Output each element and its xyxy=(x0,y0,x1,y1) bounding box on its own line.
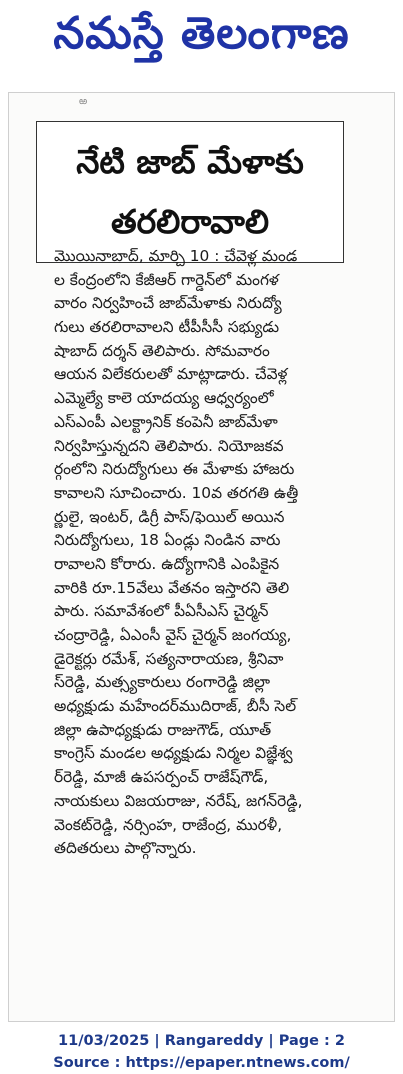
body-line: అధ్యక్షుడు మహేందర్‌ముదిరాజ్, బీసీ సెల్ xyxy=(54,697,297,716)
newspaper-masthead: నమస్తే తెలంగాణ xyxy=(53,8,350,59)
article-body xyxy=(54,245,388,861)
body-line: ఎమ్మెల్యే కాలె యాదయ్య ఆధ్వర్యంలో xyxy=(54,389,274,408)
body-line: తదితరులు పాల్గొన్నారు. xyxy=(54,839,197,858)
body-line: ఎస్ఎంపీ ఎలక్ట్రానిక్ కంపెనీ జాబ్‌మేళా xyxy=(54,412,278,431)
headline-box xyxy=(36,121,344,263)
body-line: రావాలని కోరారు. ఉద్యోగానికి ఎంపికైన xyxy=(54,554,280,573)
body-line: మొయినాబాద్, మార్చి 10 : చేవెళ్ల మండ xyxy=(54,247,298,265)
page-footer xyxy=(0,1030,403,1074)
body-line: వారికి రూ.15వేలు వేతనం ఇస్తారని తెలి xyxy=(54,578,290,597)
body-line: నిర్వహిస్తున్నదని తెలిపారు. నియోజకవ xyxy=(54,436,284,455)
clipping-top-fragment: ఱ xyxy=(79,96,88,107)
body-line: కావాలని సూచించారు. 10వ తరగతి ఉత్తీ xyxy=(54,483,299,502)
body-line: గులు తరలిరావాలని టీపీసీసీ సభ్యుడు xyxy=(54,318,280,337)
body-line: ర్‌రెడ్డి, మాజీ ఉపసర్పంచ్ రాజేష్‌గౌడ్, xyxy=(54,768,269,787)
body-line: ల కేంద్రంలోని కేజీఆర్ గార్డెన్‌లో మంగళ xyxy=(54,270,279,289)
body-line: కాంగ్రెస్ మండల అధ్యక్షుడు నిర్మల విజ్ఞేశ్వ xyxy=(54,744,293,763)
body-line: వెంకట్‌రెడ్డి, నర్సింహ, రాజేంద్ర, మురళీ, xyxy=(54,815,283,834)
headline-line-2: తరలిరావాలి xyxy=(110,202,270,241)
body-line: డైరెక్టర్లు రమేశ్, సత్యనారాయణ, శ్రీనివా xyxy=(54,649,284,668)
body-line: చంద్రారెడ్డి, ఏఎంసీ వైస్ చైర్మన్ జంగయ్య, xyxy=(54,626,292,644)
body-line: వారం నిర్వహించే జాబ్‌మేళాకు నిరుద్యో xyxy=(54,294,282,313)
body-line: పారు. సమావేశంలో పీఏసీఎస్ చైర్మన్ xyxy=(54,602,269,621)
news-clipping xyxy=(8,92,395,1022)
body-line: స్‌రెడ్డి, మత్స్యకారులు రంగారెడ్డి జిల్లా xyxy=(54,673,270,692)
body-line: జిల్లా ఉపాధ్యక్షుడు రాజుగౌడ్, యూత్ xyxy=(54,720,272,739)
footer-source: Source : https://epaper.ntnews.com/ xyxy=(53,1055,350,1071)
footer-date-edition: 11/03/2025 | Rangareddy | Page : 2 xyxy=(58,1033,345,1049)
headline-line-1: నేటి జాబ్ మేళాకు xyxy=(76,142,304,181)
body-line: ఆయన విలేకరులతో మాట్లాడారు. చేవెళ్ల xyxy=(54,365,288,384)
body-line: షాబాద్ దర్శన్ తెలిపారు. సోమవారం xyxy=(54,341,270,360)
body-line: నిరుద్యోగులు, 18 ఏండ్లు నిండిన వారు xyxy=(54,531,281,550)
body-line: నాయకులు విజయరాజు, నరేష్, జగన్‌రెడ్డి, xyxy=(54,791,303,810)
body-line: ర్ణులై, ఇంటర్, డిగ్రీ పాస్/ఫెయిల్ అయిన xyxy=(54,507,285,526)
body-line: ర్గంలోని నిరుద్యోగులు ఈ మేళాకు హాజరు xyxy=(54,460,295,479)
